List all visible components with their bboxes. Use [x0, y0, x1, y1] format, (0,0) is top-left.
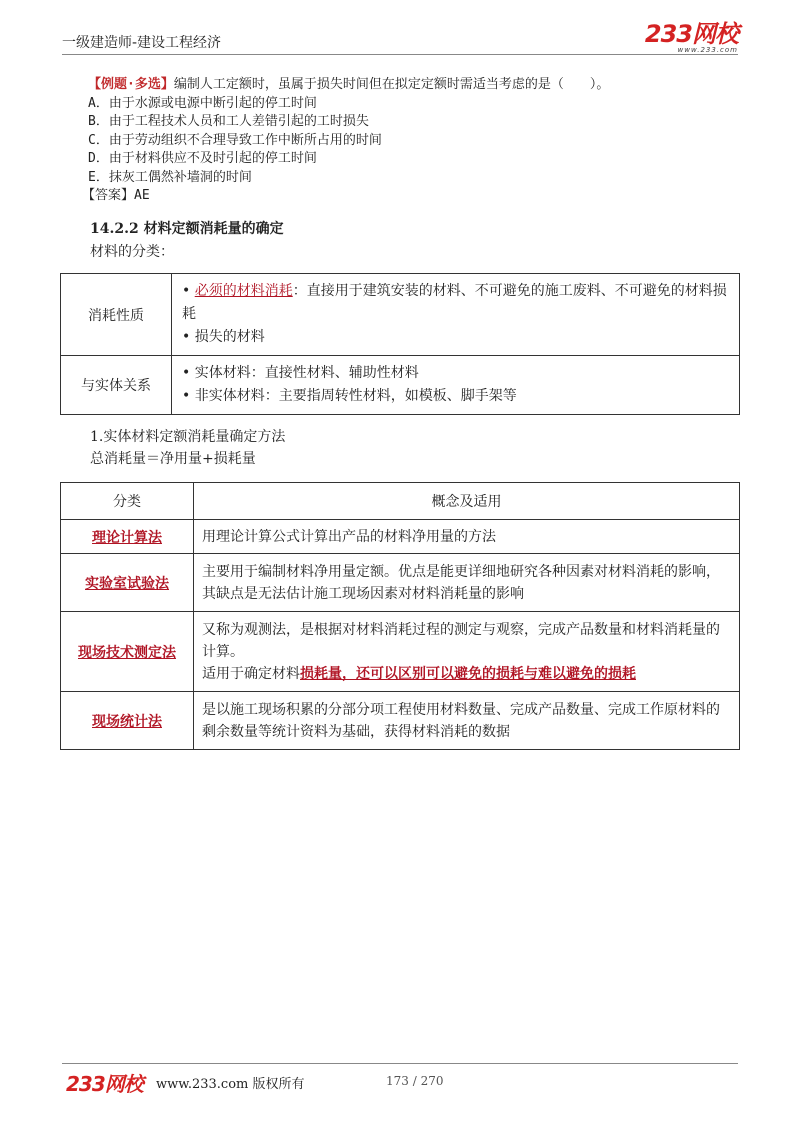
row-label: 消耗性质 [61, 274, 172, 356]
table-row [61, 554, 740, 612]
highlight-text: 必须的材料消耗 [194, 283, 293, 299]
option-a: A．由于水源或电源中断引起的停工时间 [88, 95, 317, 111]
list-item-text: 非实体材料：主要指周转性材料，如模板、脚手架等 [194, 388, 517, 404]
section-subtitle: 材料的分类： [90, 244, 174, 260]
method-intro-formula: 总消耗量＝净用量+损耗量 [90, 451, 256, 467]
list-item: • 实体材料：直接性材料、辅助性材料 [182, 365, 419, 381]
method-name: 现场统计法 [92, 713, 162, 730]
brand-logo[interactable] [645, 22, 738, 54]
material-method-table [60, 482, 740, 750]
list-item-text: 实体材料：直接性材料、辅助性材料 [194, 365, 419, 381]
option-c: C．由于劳动组织不合理导致工作中断所占用的时间 [88, 132, 382, 148]
question-tag: 【例题·多选】 [88, 77, 174, 92]
logo-url: www.233.com [677, 46, 738, 54]
method-desc-extra [202, 663, 731, 685]
table-row [61, 274, 740, 356]
row-content [172, 274, 740, 356]
method-desc: 主要用于编制材料净用量定额。优点是能更详细地研究各种因素对材料消耗的影响，其缺点是无法估计施工现场因素对材料消耗量的影响 [194, 554, 740, 612]
method-name-cell [61, 554, 194, 612]
column-header: 概念及适用 [194, 483, 740, 520]
method-desc-prefix: 适用于确定材料 [202, 665, 300, 682]
list-item-text: 损失的材料 [194, 329, 265, 345]
header-divider [62, 54, 738, 55]
method-intro [90, 426, 285, 470]
section-title: 14.2.2 材料定额消耗量的确定 [90, 221, 284, 237]
list-item: • 损失的材料 [182, 329, 265, 345]
table-row [61, 520, 740, 554]
option-d: D．由于材料供应不及时引起的停工时间 [88, 151, 317, 166]
footer-logo[interactable]: 233网校 [66, 1072, 143, 1096]
page-header [62, 22, 738, 52]
method-intro-heading: 1.实体材料定额消耗量确定方法 [90, 429, 286, 445]
table-row [61, 356, 740, 415]
example-question [82, 76, 728, 206]
method-name-cell [61, 520, 194, 554]
question-stem: 编制人工定额时，虽属于损失时间但在拟定定额时需适当考虑的是（ ）。 [173, 77, 610, 92]
material-classification-table [60, 273, 740, 415]
table-header-row [61, 483, 740, 520]
footer-copyright: www.233.com 版权所有 [156, 1077, 305, 1092]
highlight-text: 损耗量，还可以区别可以避免的损耗与难以避免的损耗 [300, 665, 636, 682]
question-answer: 【答案】AE [82, 188, 150, 203]
row-content [172, 356, 740, 415]
table-row [61, 612, 740, 692]
option-b: B．由于工程技术人员和工人差错引起的工时损失 [88, 114, 369, 129]
column-header: 分类 [61, 483, 194, 520]
table-row [61, 692, 740, 750]
logo-text: 233网校 [644, 20, 738, 48]
method-name: 现场技术测定法 [78, 644, 176, 661]
method-name: 理论计算法 [92, 529, 162, 546]
header-title: 一级建造师-建设工程经济 [62, 35, 222, 51]
method-desc: 又称为观测法，是根据对材料消耗过程的测定与观察，完成产品数量和材料消耗量的计算。 [202, 621, 720, 660]
method-name: 实验室试验法 [85, 575, 169, 592]
method-desc-cell [194, 612, 740, 692]
method-desc: 是以施工现场积累的分部分项工程使用材料数量、完成产品数量、完成工作原材料的剩余数量等统计资料为基础，获得材料消耗的数据 [194, 692, 740, 750]
question-stem-line [88, 76, 728, 95]
list-item: • 必须的材料消耗：直接用于建筑安装的材料、不可避免的施工废料、不可避免的材料损耗 [182, 283, 727, 322]
method-desc: 用理论计算公式计算出产品的材料净用量的方法 [194, 520, 740, 554]
page-number: 173 / 270 [386, 1074, 444, 1088]
footer-divider [62, 1063, 738, 1064]
method-name-cell [61, 692, 194, 750]
list-item-text: ：直接用于建筑安装的材料、不可避免的施工废料、不可避免的材料损耗 [182, 283, 727, 322]
list-item: • 非实体材料：主要指周转性材料，如模板、脚手架等 [182, 388, 517, 404]
option-e: E．抹灰工偶然补墙洞的时间 [88, 169, 252, 185]
method-name-cell [61, 612, 194, 692]
row-label: 与实体关系 [61, 356, 172, 415]
